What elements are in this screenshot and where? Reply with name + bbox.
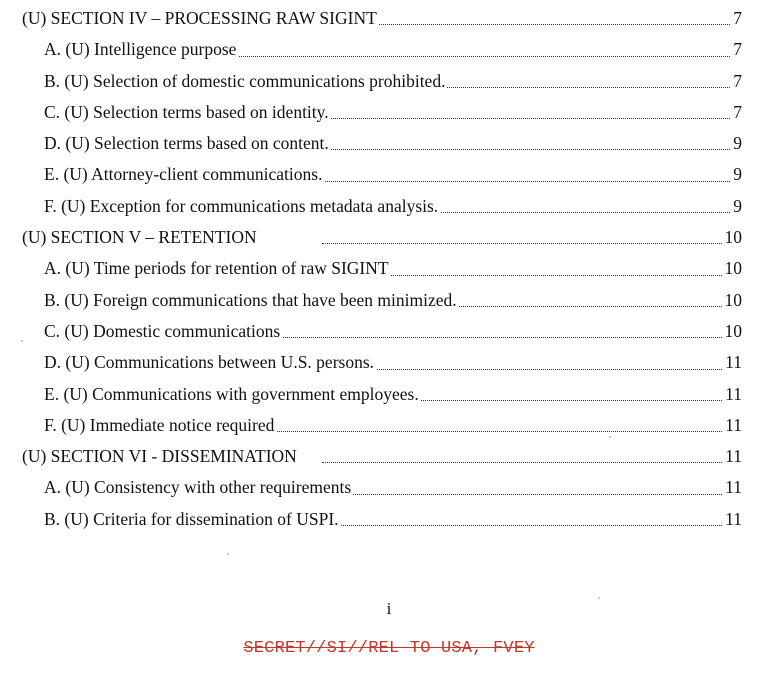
- toc-dot-leader: [222, 431, 742, 432]
- toc-entry-page: 11: [725, 446, 742, 467]
- toc-item-entry: [22, 131, 742, 162]
- toc-item-entry: [22, 100, 742, 131]
- toc-entry-page: 9: [733, 164, 742, 185]
- toc-dot-leader: [222, 56, 742, 57]
- scan-speck: [598, 597, 600, 599]
- toc-item-entry: [22, 507, 742, 538]
- toc-item-entry: [22, 413, 742, 444]
- toc-entry-label: D. (U) Communications between U.S. persons.: [44, 352, 375, 373]
- toc-entry-page: 7: [733, 8, 742, 28]
- page-number: i: [386, 599, 392, 618]
- toc-entry-page: 11: [725, 477, 742, 498]
- toc-item-entry: [22, 37, 742, 68]
- toc-entry-page: 7: [733, 39, 742, 60]
- toc-entry-label: F. (U) Immediate notice required: [44, 414, 275, 435]
- toc-entry-label: A. (U) Consistency with other requirements: [44, 477, 352, 498]
- toc-dot-leader: [322, 462, 742, 463]
- toc-entry-label: A. (U) Intelligence purpose: [44, 39, 237, 60]
- toc-item-entry: [22, 382, 742, 413]
- toc-entry-label: F. (U) Exception for communications metadata analysis.: [44, 195, 439, 216]
- toc-entry-page: 10: [724, 258, 742, 279]
- toc-item-entry: [22, 256, 742, 287]
- toc-item-entry: [22, 475, 742, 506]
- toc-entry-label: B. (U) Selection of domestic communications prohibited.: [44, 70, 446, 91]
- toc-entry-label: (U) SECTION V – RETENTION: [22, 227, 257, 248]
- toc-entry-label: B. (U) Criteria for dissemination of USPI.: [44, 508, 339, 529]
- scan-speck: [227, 553, 229, 555]
- toc-entry-label: B. (U) Foreign communications that have been minimized.: [44, 289, 457, 310]
- toc-dot-leader: [322, 243, 742, 244]
- toc-entry-page: 7: [733, 101, 742, 122]
- toc-entry-page: 10: [724, 320, 742, 341]
- scan-speck: [609, 436, 611, 438]
- toc-entry-page: 11: [725, 508, 742, 529]
- toc-dot-leader: [322, 24, 742, 25]
- classification-marking: SECRET//SI//REL TO USA, FVEY: [243, 639, 535, 658]
- toc-dot-leader: [222, 337, 742, 338]
- toc-item-entry: [22, 69, 742, 100]
- toc-item-entry: [22, 194, 742, 225]
- toc-entry-label: C. (U) Selection terms based on identity.: [44, 101, 329, 122]
- table-of-contents: [22, 6, 742, 538]
- toc-entry-page: 9: [733, 195, 742, 216]
- toc-entry-label: E. (U) Communications with government employees.: [44, 383, 419, 404]
- toc-entry-page: 10: [724, 227, 742, 248]
- toc-section-entry: [22, 6, 742, 37]
- toc-entry-page: 7: [733, 70, 742, 91]
- toc-entry-page: 11: [725, 383, 742, 404]
- toc-entry-page: 11: [725, 352, 742, 373]
- toc-section-entry: [22, 444, 742, 475]
- toc-entry-page: 10: [724, 289, 742, 310]
- toc-item-entry: [22, 162, 742, 193]
- toc-entry-label: E. (U) Attorney-client communications.: [44, 164, 323, 185]
- toc-entry-page: 11: [725, 414, 742, 435]
- scan-speck: [21, 340, 23, 342]
- toc-entry-page: 9: [733, 133, 742, 154]
- toc-entry-label: (U) SECTION IV – PROCESSING RAW SIGINT: [22, 8, 377, 28]
- toc-item-entry: [22, 319, 742, 350]
- toc-entry-label: (U) SECTION VI - DISSEMINATION: [22, 446, 297, 467]
- toc-section-entry: [22, 225, 742, 256]
- toc-entry-label: C. (U) Domestic communications: [44, 320, 281, 341]
- toc-item-entry: [22, 288, 742, 319]
- toc-item-entry: [22, 350, 742, 381]
- toc-entry-label: A. (U) Time periods for retention of raw SIGINT: [44, 258, 389, 279]
- toc-entry-label: D. (U) Selection terms based on content.: [44, 133, 329, 154]
